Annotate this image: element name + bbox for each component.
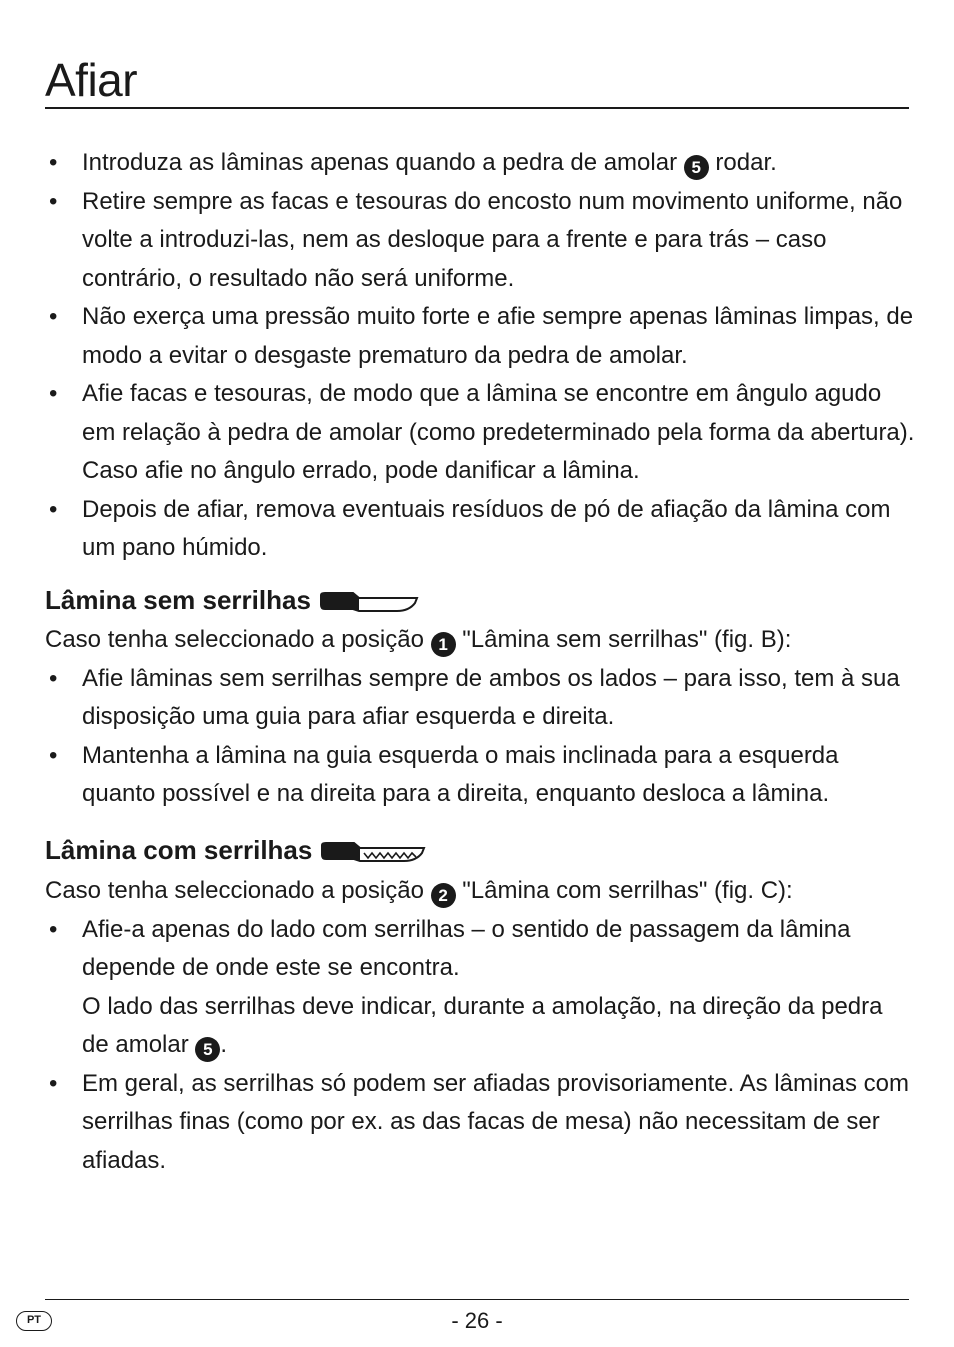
list-item: • Depois de afiar, remova eventuais resíduos de pó de afiação da lâmina com um pano húmido. [45, 491, 915, 568]
list-item: • Não exerça uma pressão muito forte e afie sempre apenas lâminas limpas, de modo a evitar o desgaste prematuro da pedra de amolar. [45, 298, 915, 375]
list-item: • Afie lâminas sem serrilhas sempre de ambos os lados – para isso, tem à sua disposição uma guia para afiar esquerda e direita. [45, 660, 915, 737]
subtext-part: . [220, 1031, 228, 1058]
intro-text: "Lâmina sem serrilhas" (fig. B): [455, 626, 792, 653]
smooth-bullet-list [45, 660, 915, 814]
serrated-bullet-list [45, 911, 915, 1181]
serrated-section-body [45, 872, 915, 1180]
section-heading-text: Lâmina com serrilhas [45, 835, 313, 865]
intro-text: Caso tenha seleccionado a posição [45, 877, 431, 904]
section-intro [45, 621, 915, 660]
list-item [45, 911, 915, 1065]
list-item-text: Afie-a apenas do lado com serrilhas – o sentido de passagem da lâmina depende de onde este se encontra. [82, 915, 851, 981]
list-item-subtext [82, 988, 915, 1065]
list-item: • Mantenha a lâmina na guia esquerda o mais inclinada para a esquerda quanto possível e na direita para a direita, enquanto desloca a lâmina. [45, 737, 915, 814]
ref-number-badge: 5 [684, 155, 709, 180]
footer-divider [45, 1299, 909, 1300]
section-heading-smooth [45, 583, 419, 617]
section-heading-serrated [45, 833, 428, 867]
ref-number-badge: 1 [431, 632, 456, 657]
serrated-knife-icon [320, 839, 428, 863]
page-number: - 26 - [451, 1308, 503, 1333]
intro-bullet-list [45, 144, 915, 568]
list-item: • Afie facas e tesouras, de modo que a lâmina se encontre em ângulo agudo em relação à pedra de amolar (como predeterminado pela forma da abertura). Caso afie no ângulo errado, pode danificar a lâmina. [45, 375, 915, 491]
intro-text: Caso tenha seleccionado a posição [45, 626, 431, 653]
section-intro [45, 872, 915, 911]
intro-section [45, 144, 915, 568]
list-item: • Em geral, as serrilhas só podem ser afiadas provisoriamente. As lâminas com serrilhas finas (como por ex. as das facas de mesa) não necessitam de ser afiadas. [45, 1065, 915, 1181]
list-item-text: rodar. [708, 149, 777, 176]
list-item [45, 144, 915, 183]
list-item-text: Introduza as lâminas apenas quando a pedra de amolar [82, 149, 684, 176]
list-item: • Retire sempre as facas e tesouras do encosto num movimento uniforme, não volte a introduzi-las, nem as desloque para a frente e para trás – caso contrário, o resultado não será uniforme. [45, 183, 915, 299]
page-title: Afiar [45, 54, 138, 106]
section-heading-text: Lâmina sem serrilhas [45, 585, 311, 615]
smooth-knife-icon [319, 589, 419, 613]
title-divider [45, 107, 909, 109]
subtext-part: O lado das serrilhas deve indicar, durante a amolação, na direção da pedra de amolar [82, 992, 883, 1058]
intro-text: "Lâmina com serrilhas" (fig. C): [455, 877, 793, 904]
smooth-section-body [45, 621, 915, 814]
ref-number-badge: 5 [195, 1037, 220, 1062]
language-badge: PT [16, 1311, 52, 1331]
ref-number-badge: 2 [431, 883, 456, 908]
